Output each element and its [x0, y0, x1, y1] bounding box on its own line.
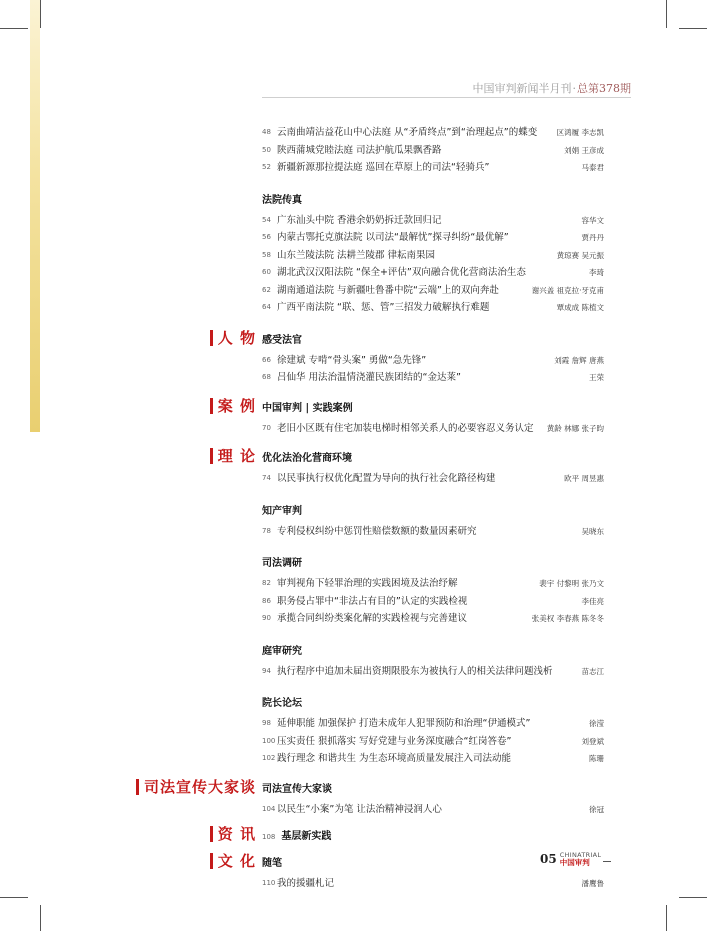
toc-entry[interactable]	[262, 369, 604, 387]
footer-rule	[603, 861, 611, 862]
toc-entry[interactable]	[262, 142, 604, 160]
category-label	[136, 779, 256, 795]
entry-authors: 刘登斌	[581, 736, 604, 746]
toc-entry[interactable]	[262, 212, 604, 230]
section-heading	[143, 777, 604, 798]
section-heading	[262, 644, 604, 660]
entry-authors: 贾丹丹	[581, 233, 604, 243]
toc-section	[262, 696, 604, 768]
category-text: 人 物	[217, 328, 256, 347]
entry-title: 吕仙华 用法治温情浇灌民族团结的“金达莱”	[277, 372, 461, 384]
entry-title: 广西平南法院 “联、惩、管”三招发力破解执行难题	[277, 302, 490, 314]
section-title: 院长论坛	[262, 698, 302, 709]
section-title: 中国审判 | 实践案例	[262, 402, 353, 414]
toc-entry[interactable]	[262, 264, 604, 282]
entry-authors: 张美权 李春燕 陈冬冬	[531, 614, 604, 624]
toc-entry[interactable]	[262, 299, 604, 317]
section-heading	[262, 193, 604, 209]
entry-page: 78	[262, 526, 271, 535]
section-heading	[217, 396, 604, 417]
page-footer	[540, 852, 611, 866]
entry-title: 以民事执行权优化配置为导向的执行社会化路径构建	[277, 473, 496, 485]
entry-authors: 徐冠	[589, 804, 604, 814]
entry-page: 62	[262, 285, 271, 294]
entry-title: 陕西蒲城党睦法庭 司法护航瓜果飘香路	[277, 144, 442, 156]
entry-title: 执行程序中追加未届出资期限股东为被执行人的相关法律问题浅析	[277, 665, 553, 677]
entry-page: 52	[262, 163, 271, 172]
section-title: 司法宣传大家谈	[262, 783, 332, 795]
entry-page: 48	[262, 128, 271, 137]
header-separator: ·	[572, 82, 576, 95]
category-marker	[210, 826, 213, 842]
section-title: 随笔	[262, 858, 282, 869]
crop-mark	[679, 28, 707, 29]
entry-title: 专利侵权纠纷中惩罚性赔偿数额的数量因素研究	[277, 525, 477, 537]
category-marker	[210, 448, 213, 464]
entry-page: 82	[262, 579, 271, 588]
toc-entry[interactable]	[262, 282, 604, 300]
section-heading	[217, 447, 604, 467]
entry-title: 新疆新源那拉提法庭 巡回在草原上的司法“轻骑兵”	[277, 162, 490, 174]
entry-authors: 李佳亮	[581, 596, 604, 606]
entry-title: 承揽合同纠纷类案化解的实践检视与完善建议	[277, 613, 468, 625]
entry-page: 66	[262, 355, 271, 364]
entry-authors: 刘霞 詹辉 唐燕	[554, 355, 604, 365]
category-text: 资 讯	[217, 825, 256, 843]
category-marker	[210, 330, 213, 346]
section-title: 知产审判	[262, 505, 302, 517]
crop-mark	[666, 0, 667, 28]
category-label	[210, 826, 256, 842]
toc-entry[interactable]	[262, 610, 604, 628]
entry-authors: 王荣	[589, 373, 604, 383]
toc-section	[262, 556, 604, 628]
entry-page: 70	[262, 423, 271, 432]
category-label	[210, 398, 256, 414]
entry-page: 58	[262, 250, 271, 259]
entry-title: 内蒙古鄂托克旗法院 以司法“最解忧”探寻纠纷“最优解”	[277, 232, 509, 244]
heading-page: 108	[262, 833, 276, 841]
entry-page: 110	[262, 879, 276, 888]
category-text: 司法宣传大家谈	[143, 777, 256, 796]
entry-authors: 苗志江	[581, 666, 604, 676]
entry-page: 74	[262, 474, 271, 483]
category-marker	[136, 779, 139, 795]
entry-page: 94	[262, 666, 271, 675]
entry-title: 湖北武汉汉阳法院 “保全+评估”双向融合优化营商法治生态	[277, 267, 526, 279]
category-text: 案 例	[217, 396, 256, 415]
entry-title: 践行理念 和谐共生 为生态环境高质量发展注入司法动能	[277, 753, 512, 765]
toc-entry[interactable]	[262, 733, 604, 751]
header-divider	[262, 97, 631, 98]
entry-authors: 刘娟 王彦成	[564, 145, 604, 155]
entry-page: 60	[262, 268, 271, 277]
entry-authors: 李琦	[589, 268, 604, 278]
toc-section	[262, 644, 604, 681]
entry-page: 64	[262, 303, 271, 312]
logo-text-en: CHINATRIAL	[559, 851, 602, 859]
category-marker	[210, 398, 213, 414]
decorative-side-bar	[30, 0, 40, 432]
category-label	[210, 330, 256, 346]
category-label	[210, 853, 256, 869]
section-heading	[217, 328, 604, 349]
entry-page: 102	[262, 754, 276, 763]
entry-page: 54	[262, 215, 271, 224]
toc-entry[interactable]	[262, 875, 604, 893]
entry-authors: 马泰君	[581, 163, 604, 173]
journal-logo	[560, 852, 602, 866]
entry-page: 98	[262, 719, 271, 728]
toc-entry[interactable]	[262, 229, 604, 247]
logo-text-cn: 中国审判	[559, 857, 590, 867]
entry-authors: 裴宇 付黎明 张乃文	[539, 579, 604, 589]
entry-authors: 陈珊	[589, 754, 604, 764]
toc-entry[interactable]	[262, 470, 604, 488]
toc-entry[interactable]	[262, 124, 604, 142]
entry-title: 老旧小区既有住宅加装电梯时相邻关系人的必要容忍义务认定	[277, 422, 534, 434]
entry-title: 云南曲靖沾益花山中心法庭 从“矛盾终点”到“治理起点”的蝶变	[277, 127, 538, 139]
section-title: 优化法治化营商环境	[262, 453, 352, 464]
entry-authors: 欧平 周昱惠	[564, 474, 604, 484]
toc-entry[interactable]	[262, 750, 604, 768]
toc-section	[143, 777, 604, 819]
section-heading	[262, 696, 604, 712]
entry-title: 职务侵占罪中“非法占有目的”认定的实践检视	[277, 595, 468, 607]
entry-page: 86	[262, 596, 271, 605]
toc-entry[interactable]	[262, 523, 604, 541]
section-heading	[217, 825, 604, 845]
category-text: 文 化	[217, 852, 256, 870]
toc-section	[262, 193, 604, 317]
entry-page: 50	[262, 145, 271, 154]
entry-authors: 黄龄 林娜 张子昀	[546, 423, 604, 433]
crop-mark	[679, 897, 707, 898]
entry-authors: 潘鹰鲁	[581, 879, 604, 889]
toc-entry[interactable]	[262, 663, 604, 681]
journal-name: 中国审判新闻半月刊	[472, 82, 572, 95]
entry-title: 压实责任 狠抓落实 写好党建与业务深度融合“红岗答卷”	[277, 735, 512, 747]
section-title: 庭审研究	[262, 645, 302, 657]
toc-section	[217, 328, 604, 387]
entry-title: 徐建斌 专啃“骨头案” 勇做“急先锋”	[277, 354, 427, 366]
entry-page: 90	[262, 614, 271, 623]
entry-title: 山东兰陵法院 法耕兰陵郡 律耘南果园	[277, 249, 436, 261]
category-label	[210, 448, 256, 464]
toc-entry[interactable]	[262, 159, 604, 177]
section-title: 感受法官	[262, 334, 302, 346]
toc-section	[262, 124, 604, 177]
entry-authors: 吴晓东	[581, 526, 604, 536]
toc-section	[217, 825, 604, 845]
toc-entry[interactable]	[262, 247, 604, 265]
crop-mark	[40, 905, 41, 931]
section-heading	[262, 504, 604, 520]
entry-page: 100	[262, 736, 276, 745]
section-heading	[262, 556, 604, 572]
running-header	[473, 80, 632, 96]
entry-title: 以民生“小案”为笔 让法治精神浸润人心	[277, 803, 442, 815]
entry-title: 我的援疆札记	[277, 878, 335, 890]
crop-mark	[666, 905, 667, 931]
toc-entry[interactable]	[262, 801, 604, 819]
toc-entry[interactable]	[262, 352, 604, 370]
toc-entry[interactable]	[262, 575, 604, 593]
section-title: 基层新实践	[281, 831, 332, 842]
category-marker	[210, 853, 213, 869]
entry-title: 广东汕头中院 香港余奶奶拆迁款回归记	[277, 214, 442, 226]
crop-mark	[40, 0, 41, 28]
entry-authors: 徐滢	[589, 719, 604, 729]
toc-section	[217, 396, 604, 438]
crop-mark	[0, 897, 28, 898]
entry-authors: 区鸿履 李志凯	[556, 128, 604, 138]
entry-page: 104	[262, 804, 276, 813]
section-title: 法院传真	[262, 194, 302, 206]
entry-authors: 覃成成 陈植文	[556, 303, 604, 313]
entry-page: 56	[262, 233, 271, 242]
toc-entry[interactable]	[262, 420, 604, 438]
toc-section	[262, 504, 604, 541]
entry-authors: 谢兴盖 祖克拉·牙克甫	[531, 285, 604, 295]
section-title: 司法调研	[262, 558, 302, 569]
category-text: 理 论	[217, 447, 256, 465]
page-number: 05	[540, 852, 557, 866]
toc-entry[interactable]	[262, 593, 604, 611]
crop-mark	[0, 28, 28, 29]
entry-authors: 容华文	[581, 215, 604, 225]
entry-page: 68	[262, 373, 271, 382]
entry-title: 延伸职能 加强保护 打造未成年人犯罪预防和治理“伊通模式”	[277, 718, 531, 730]
entry-title: 湖南通道法院 与新疆吐鲁番中院“云端”上的双向奔赴	[277, 284, 499, 296]
entry-title: 审判视角下轻罪治理的实践困境及法治纾解	[277, 578, 458, 590]
table-of-contents	[143, 110, 604, 893]
issue-number: 总第378期	[577, 82, 631, 95]
toc-entry[interactable]	[262, 715, 604, 733]
entry-authors: 黄琼赛 吴元振	[556, 250, 604, 260]
toc-section	[217, 447, 604, 488]
